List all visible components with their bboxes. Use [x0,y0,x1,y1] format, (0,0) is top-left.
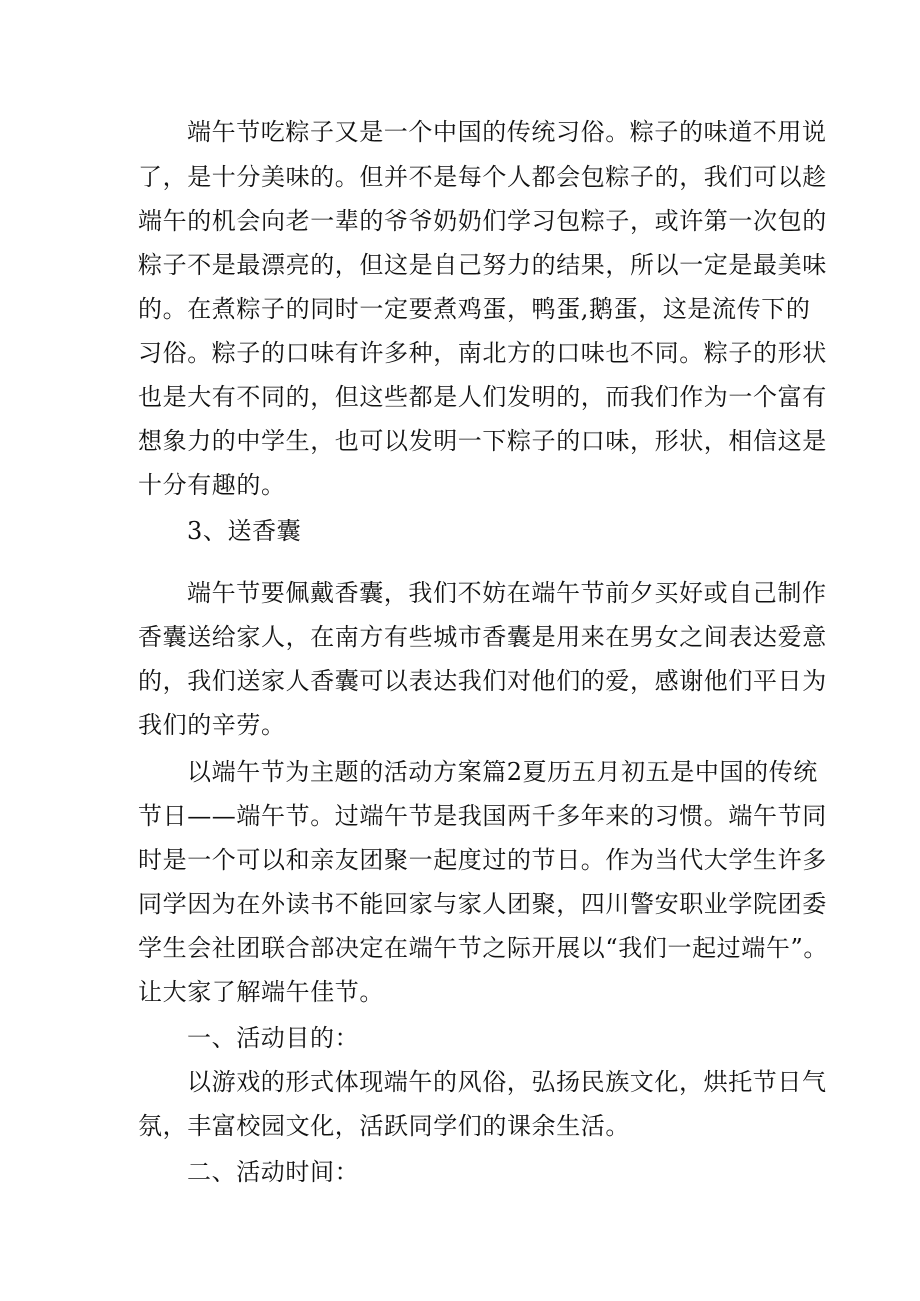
paragraph-3-line-6: 让大家了解端午佳节。 [138,978,384,1006]
paragraph-2-line-4: 我们的辛劳。 [138,711,286,739]
paragraph-4-line-1: 以游戏的形式体现端午的风俗，弘扬民族文化，烘托节日气 [187,1068,827,1096]
paragraph-2-line-3: 的，我们送家人香囊可以表达我们对他们的爱，感谢他们平日为 [138,667,827,695]
paragraph-2-line-2: 香囊送给家人，在南方有些城市香囊是用来在男女之间表达爱意 [138,623,827,651]
section-heading-purpose: 一、活动目的： [187,1024,360,1052]
paragraph-1-line-3: 端午的机会向老一辈的爷爷奶奶们学习包粽子，或许第一次包的 [138,207,827,235]
paragraph-3-line-1: 以端午节为主题的活动方案篇2夏历五月初五是中国的传统 [187,758,818,786]
paragraph-2-line-1: 端午节要佩戴香囊，我们不妨在端午节前夕买好或自己制作 [187,579,827,607]
paragraph-1-line-5: 的。在煮粽子的同时一定要煮鸡蛋，鸭蛋,鹅蛋，这是流传下的 [138,295,811,323]
paragraph-1-line-9: 十分有趣的。 [138,471,286,499]
paragraph-3-line-4: 同学因为在外读书不能回家与家人团聚，四川警安职业学院团委 [138,890,827,918]
paragraph-3-line-3: 时是一个可以和亲友团聚一起度过的节日。作为当代大学生许多 [138,846,827,874]
paragraph-1-line-2: 了，是十分美味的。但并不是每个人都会包粽子的，我们可以趁 [138,163,827,191]
section-heading-3: 3、送香囊 [187,517,302,545]
paragraph-3-line-5: 学生会社团联合部决定在端午节之际开展以“我们一起过端午”。 [138,934,828,962]
paragraph-1-line-6: 习俗。粽子的口味有许多种，南北方的口味也不同。粽子的形状 [138,339,827,367]
paragraph-1-line-7: 也是大有不同的，但这些都是人们发明的，而我们作为一个富有 [138,383,827,411]
paragraph-1-line-4: 粽子不是最漂亮的，但这是自己努力的结果，所以一定是最美味 [138,251,827,279]
section-heading-time: 二、活动时间： [187,1158,360,1186]
paragraph-3-line-2: 节日——端午节。过端午节是我国两千多年来的习惯。端午节同 [138,802,827,830]
paragraph-1-line-1: 端午节吃粽子又是一个中国的传统习俗。粽子的味道不用说 [187,118,827,146]
paragraph-4-line-2: 氛，丰富校园文化，活跃同学们的课余生活。 [138,1112,630,1140]
paragraph-1-line-8: 想象力的中学生，也可以发明一下粽子的口味，形状，相信这是 [138,427,827,455]
